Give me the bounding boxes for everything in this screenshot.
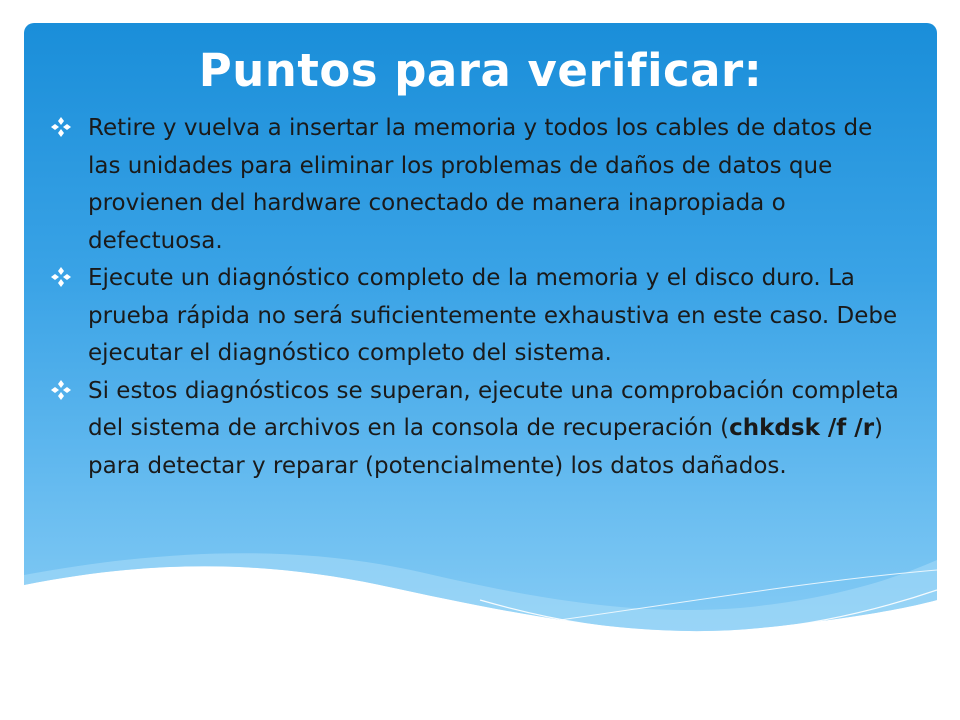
chkdsk-command: chkdsk /f /r	[729, 415, 875, 441]
list-item	[50, 260, 910, 373]
diamond-four-petal-icon	[50, 266, 72, 288]
diamond-four-petal-icon	[50, 379, 72, 401]
list-item-text: Ejecute un diagnóstico completo de la memoria y el disco duro. La prueba rápida no será suficientemente exhaustiva en este caso. Debe ejecutar el diagnóstico completo del sistema.	[88, 265, 898, 366]
list-item	[50, 110, 910, 260]
list-item-text-before: Si estos diagnósticos se superan, ejecute una comprobación completa del sistema de archivos en la consola de recuperación (	[88, 377, 899, 441]
list-item-text-after: ) para detectar y reparar (potencialmente) los datos dañados.	[88, 415, 884, 479]
list-item-text: Retire y vuelva a insertar la memoria y todos los cables de datos de las unidades para eliminar los problemas de daños de datos que provienen del hardware conectado de manera inapropiada o defectuosa.	[88, 115, 873, 254]
slide-title: Puntos para verificar:	[198, 44, 763, 97]
diamond-four-petal-icon	[50, 116, 72, 138]
list-item	[50, 373, 910, 486]
bullet-list	[50, 110, 910, 485]
